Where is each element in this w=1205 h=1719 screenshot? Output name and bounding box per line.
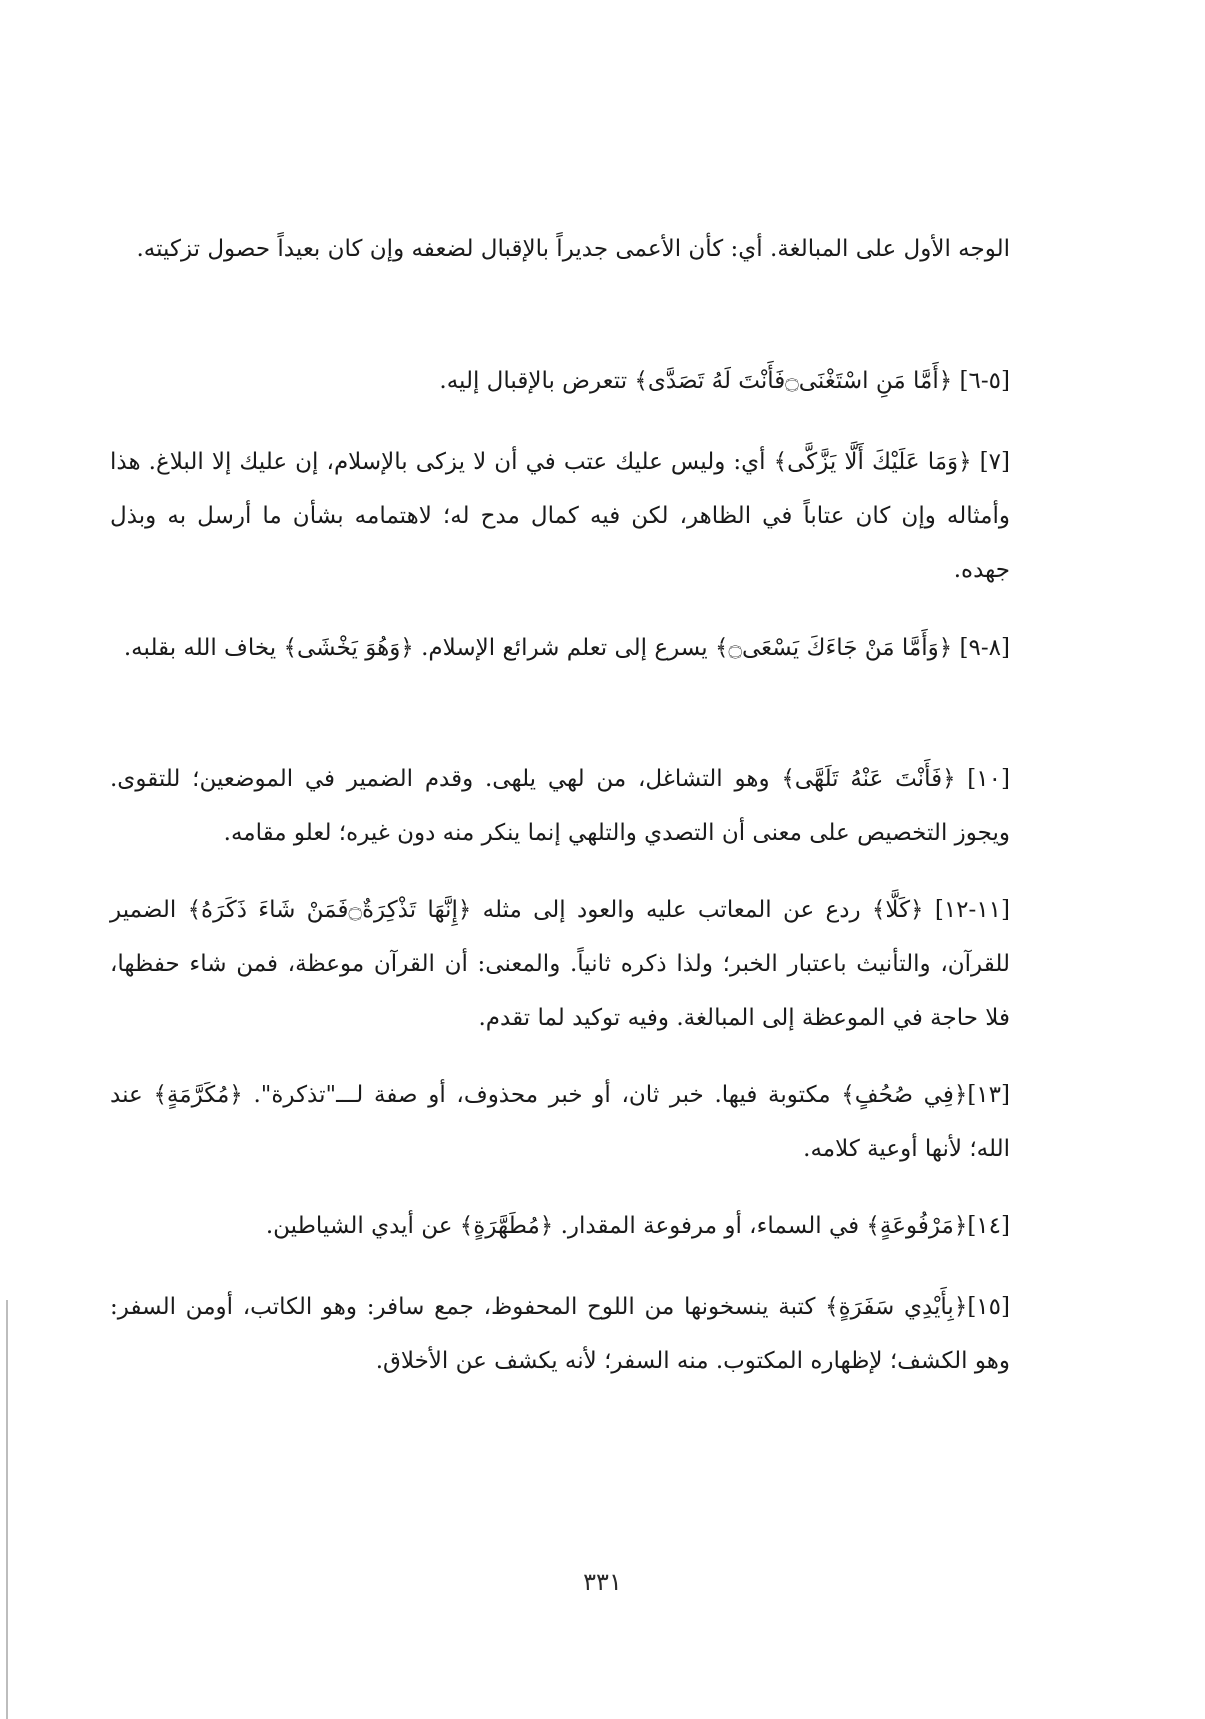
paragraph-verse-7: [٧] ﴿وَمَا عَلَيْكَ أَلَّا يَزَّكَّى﴾ أي: وليس عليك عتب في أن لا يزكى بالإسلام، إن عليك إلا البلاغ. هذا وأمثاله وإن كان عتاباً في الظاهر، لكن فيه كمال مدح له؛ لاهتمامه بشأن ما أرسل به وبذل جهده. — [110, 449, 1010, 583]
scan-edge-line — [6, 1300, 8, 1719]
paragraph-verse-14: [١٤]﴿مَرْفُوعَةٍ﴾ في السماء، أو مرفوعة المقدار. ﴿مُطَهَّرَةٍ﴾ عن أيدي الشياطين. — [265, 1213, 1010, 1239]
paragraph-verse-13: [١٣]﴿فِي صُحُفٍ﴾ مكتوبة فيها. خبر ثان، أو خبر محذوف، أو صفة لـــ"تذكرة". ﴿مُكَرَّمَةٍ﴾ عند الله؛ لأنها أوعية كلامه. — [110, 1082, 1010, 1162]
paragraph-continuation: الوجه الأول على المبالغة. أي: كأن الأعمى جديراً بالإقبال لضعفه وإن كان بعيداً حصول تزكيته. — [136, 236, 1010, 262]
page-number: ٣٣١ — [583, 1568, 622, 1596]
paragraph-verse-15: [١٥]﴿بِأَيْدِي سَفَرَةٍ﴾ كتبة ينسخونها من اللوح المحفوظ، جمع سافر: وهو الكاتب، أومن السفر: وهو الكشف؛ لإظهاره المكتوب. منه السفر؛ لأنه يكشف عن الأخلاق. — [110, 1294, 1010, 1374]
paragraph-verse-10: [١٠] ﴿فَأَنْتَ عَنْهُ تَلَهَّى﴾ وهو التشاغل، من لهي يلهى. وقدم الضمير في الموضعين؛ للتقوى. ويجوز التخصيص على معنى أن التصدي والتلهي إنما ينكر منه دون غيره؛ لعلو مقامه. — [110, 766, 1010, 846]
paragraph-verses-5-6: [٥-٦] ﴿أَمَّا مَنِ اسْتَغْنَى۝فَأَنْتَ لَهُ تَصَدَّى﴾ تتعرض بالإقبال إليه. — [439, 368, 1010, 394]
paragraph-verses-8-9: [٨-٩] ﴿وَأَمَّا مَنْ جَاءَكَ يَسْعَى۝﴾ يسرع إلى تعلم شرائع الإسلام. ﴿وَهُوَ يَخْشَى﴾ يخاف الله بقلبه. — [123, 635, 1010, 661]
paragraph-verses-11-12: [١١-١٢] ﴿كَلَّا﴾ ردع عن المعاتب عليه والعود إلى مثله ﴿إِنَّهَا تَذْكِرَةٌ۝فَمَنْ شَاءَ ذَكَرَهُ﴾ الضمير للقرآن، والتأنيث باعتبار الخبر؛ ولذا ذكره ثانياً. والمعنى: أن القرآن موعظة، فمن شاء حفظها، فلا حاجة في الموعظة إلى المبالغة. وفيه توكيد لما تقدم. — [110, 897, 1011, 1031]
